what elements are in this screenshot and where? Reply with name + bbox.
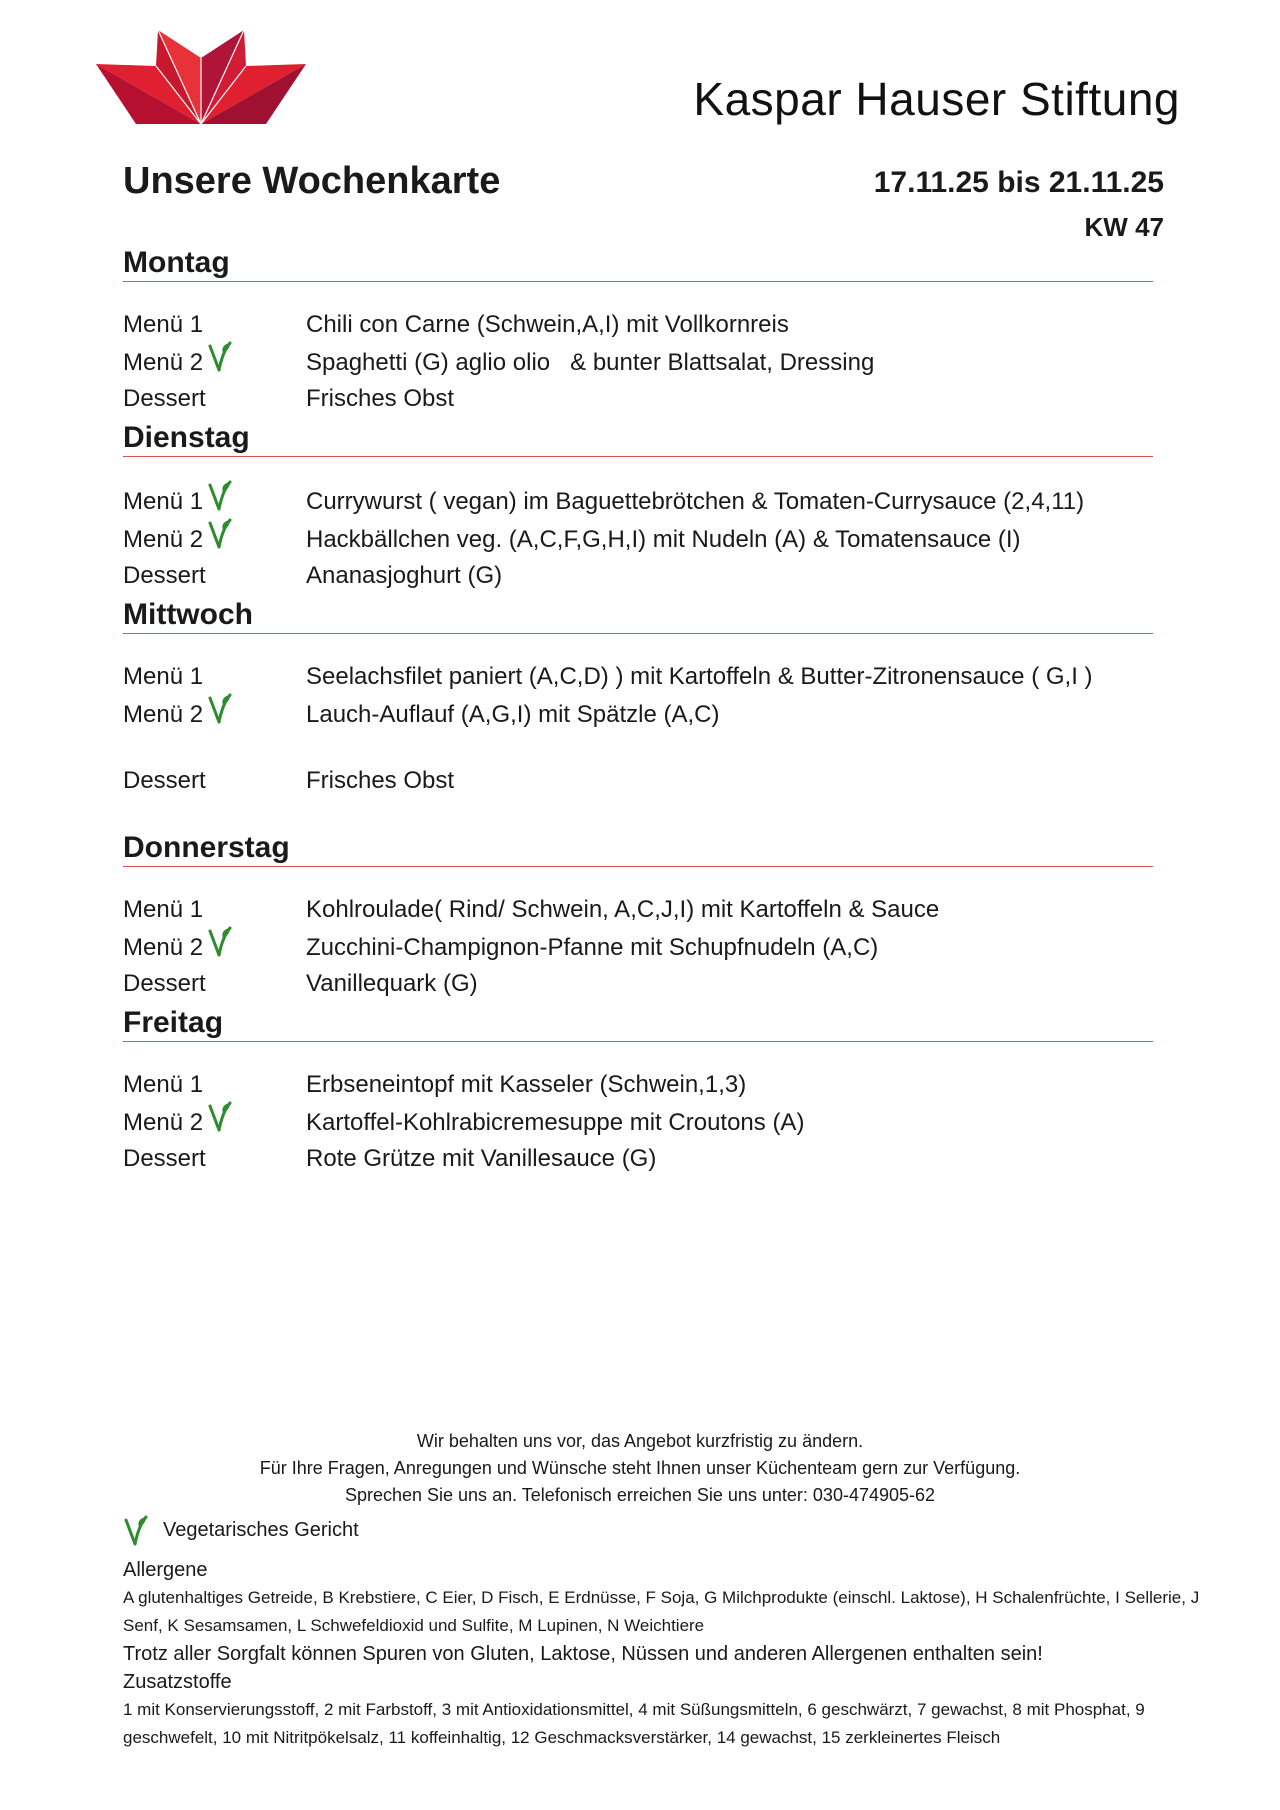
dish-description: Seelachsfilet paniert (A,C,D) ) mit Kartoffeln & Butter-Zitronensauce ( G,I ) — [306, 663, 1093, 690]
menu-label — [123, 523, 306, 555]
menu-row — [123, 662, 1153, 692]
menu-label — [123, 969, 306, 999]
menu-label-text: Dessert — [123, 970, 206, 997]
day-section-4 — [123, 1005, 1153, 1174]
menu-row — [123, 1106, 1153, 1138]
menu-label — [123, 1106, 306, 1138]
day-heading: Dienstag — [123, 420, 1153, 457]
menu-row — [123, 485, 1153, 517]
vegetarian-leaf-icon — [207, 1100, 233, 1132]
dish-description: Rote Grütze mit Vanillesauce (G) — [306, 1145, 657, 1172]
footer-line-3: Sprechen Sie uns an. Telefonisch erreichen Sie uns unter: 030-474905-62 — [344, 1485, 936, 1505]
menu-label-text: Dessert — [123, 385, 206, 412]
day-section-0 — [123, 245, 1153, 414]
day-heading: Freitag — [123, 1005, 1153, 1042]
menu-row — [123, 310, 1153, 340]
foundation-logo — [96, 30, 306, 126]
vegetarian-leaf-icon — [207, 517, 233, 549]
menu-label-text: Menü 1 — [123, 311, 204, 338]
menu-row — [123, 895, 1153, 925]
menu-label — [123, 1070, 306, 1100]
menu-label-text: Menü 2 — [123, 1109, 204, 1136]
menu-label-text: Menü 2 — [123, 701, 204, 728]
dish-description: Lauch-Auflauf (A,G,I) mit Spätzle (A,C) — [306, 701, 720, 728]
allergene-title: Allergene — [123, 1559, 208, 1581]
weekly-menu — [123, 245, 1153, 1180]
dish-description: Currywurst ( vegan) im Baguettebrötchen & Tomaten-Currysauce (2,4,11) — [306, 488, 1085, 515]
day-section-1 — [123, 420, 1153, 591]
day-section-2 — [123, 597, 1153, 796]
menu-label-text: Dessert — [123, 562, 206, 589]
menu-label — [123, 561, 306, 591]
footer-line-2: Für Ihre Fragen, Anregungen und Wünsche steht Ihnen unser Küchenteam gern zur Verfügung. — [259, 1458, 1021, 1478]
dish-description: Zucchini-Champignon-Pfanne mit Schupfnudeln (A,C) — [306, 934, 879, 961]
page-title: Unsere Wochenkarte — [123, 160, 501, 202]
day-heading: Montag — [123, 245, 1153, 282]
menu-label-text: Menü 2 — [123, 526, 204, 553]
menu-label-text: Menü 1 — [123, 896, 204, 923]
vegetarian-leaf-icon — [207, 340, 233, 372]
menu-label-text: Menü 2 — [123, 349, 204, 376]
dish-description: Kartoffel-Kohlrabicremesuppe mit Croutons (A) — [306, 1109, 805, 1136]
day-section-3 — [123, 830, 1153, 999]
dish-description: Chili con Carne (Schwein,A,I) mit Vollkornreis — [306, 311, 789, 338]
menu-label — [123, 931, 306, 963]
menu-label-text: Menü 1 — [123, 663, 204, 690]
menu-label — [123, 895, 306, 925]
menu-row — [123, 969, 1153, 999]
vegetarian-leaf-icon — [207, 479, 233, 511]
menu-label-text: Dessert — [123, 767, 206, 794]
menu-row — [123, 931, 1153, 963]
dish-description: Erbseneintopf mit Kasseler (Schwein,1,3) — [306, 1071, 747, 1098]
allergen-info — [123, 1556, 1203, 1752]
menu-label-text: Menü 2 — [123, 934, 204, 961]
menu-label-text: Menü 1 — [123, 1071, 204, 1098]
menu-row — [123, 561, 1153, 591]
menu-row — [123, 346, 1153, 378]
dish-description: Vanillequark (G) — [306, 970, 478, 997]
dish-description: Kohlroulade( Rind/ Schwein, A,C,J,I) mit Kartoffeln & Sauce — [306, 896, 940, 923]
footer-note — [0, 1428, 1280, 1509]
menu-row — [123, 384, 1153, 414]
vegetarian-leaf-icon — [123, 1514, 149, 1546]
dish-description: Hackbällchen veg. (A,C,F,G,H,I) mit Nudeln (A) & Tomatensauce (I) — [306, 526, 1021, 553]
menu-label-text: Dessert — [123, 1145, 206, 1172]
menu-label — [123, 346, 306, 378]
dish-description: Ananasjoghurt (G) — [306, 562, 503, 589]
calendar-week: KW 47 — [1084, 212, 1164, 242]
organization-name: Kaspar Hauser Stiftung — [693, 73, 1180, 125]
dish-description: Frisches Obst — [306, 767, 455, 794]
veg-legend-label: Vegetarisches Gericht — [163, 1518, 359, 1541]
menu-label — [123, 384, 306, 414]
menu-label — [123, 662, 306, 692]
dish-description: Spaghetti (G) aglio olio & bunter Blattsalat, Dressing — [306, 349, 875, 376]
menu-row — [123, 1070, 1153, 1100]
menu-row — [123, 523, 1153, 555]
vegetarian-leaf-icon — [207, 925, 233, 957]
vegetarian-leaf-icon — [207, 692, 233, 724]
menu-label — [123, 698, 306, 730]
menu-row — [123, 766, 1153, 796]
allergen-warning: Trotz aller Sorgfalt können Spuren von Gluten, Laktose, Nüssen und anderen Allergenen enthalten sein! — [123, 1643, 1043, 1665]
dish-description: Frisches Obst — [306, 385, 455, 412]
menu-label — [123, 485, 306, 517]
day-heading: Donnerstag — [123, 830, 1153, 867]
menu-label-text: Menü 1 — [123, 488, 204, 515]
menu-row — [123, 698, 1153, 730]
allergene-text: A glutenhaltiges Getreide, B Krebstiere, C Eier, D Fisch, E Erdnüsse, F Soja, G Milchprodukte (einschl. Laktose), H Schalenfrüchte, I Sellerie, J Senf, K Sesamsamen, L Schwefeldioxid und Sulfite, M Lupinen, N Weichtiere — [123, 1588, 1200, 1635]
veg-legend — [123, 1514, 359, 1546]
menu-row — [123, 1144, 1153, 1174]
footer-line-1: Wir behalten uns vor, das Angebot kurzfristig zu ändern. — [416, 1431, 864, 1451]
day-heading: Mittwoch — [123, 597, 1153, 634]
zusatzstoffe-text: 1 mit Konservierungsstoff, 2 mit Farbstoff, 3 mit Antioxidationsmittel, 4 mit Süßungsmitteln, 6 geschwärzt, 7 gewachst, 8 mit Phosphat, 9 geschwefelt, 10 mit Nitritpökelsalz, 11 koffeinhaltig, 12 Geschmacksverstärker, 14 gewachst, 15 zerkleinertes Fleisch — [123, 1700, 1145, 1747]
date-range: 17.11.25 bis 21.11.25 — [873, 166, 1164, 199]
menu-label — [123, 310, 306, 340]
menu-label — [123, 766, 306, 796]
zusatzstoffe-title: Zusatzstoffe — [123, 1671, 232, 1693]
menu-label — [123, 1144, 306, 1174]
